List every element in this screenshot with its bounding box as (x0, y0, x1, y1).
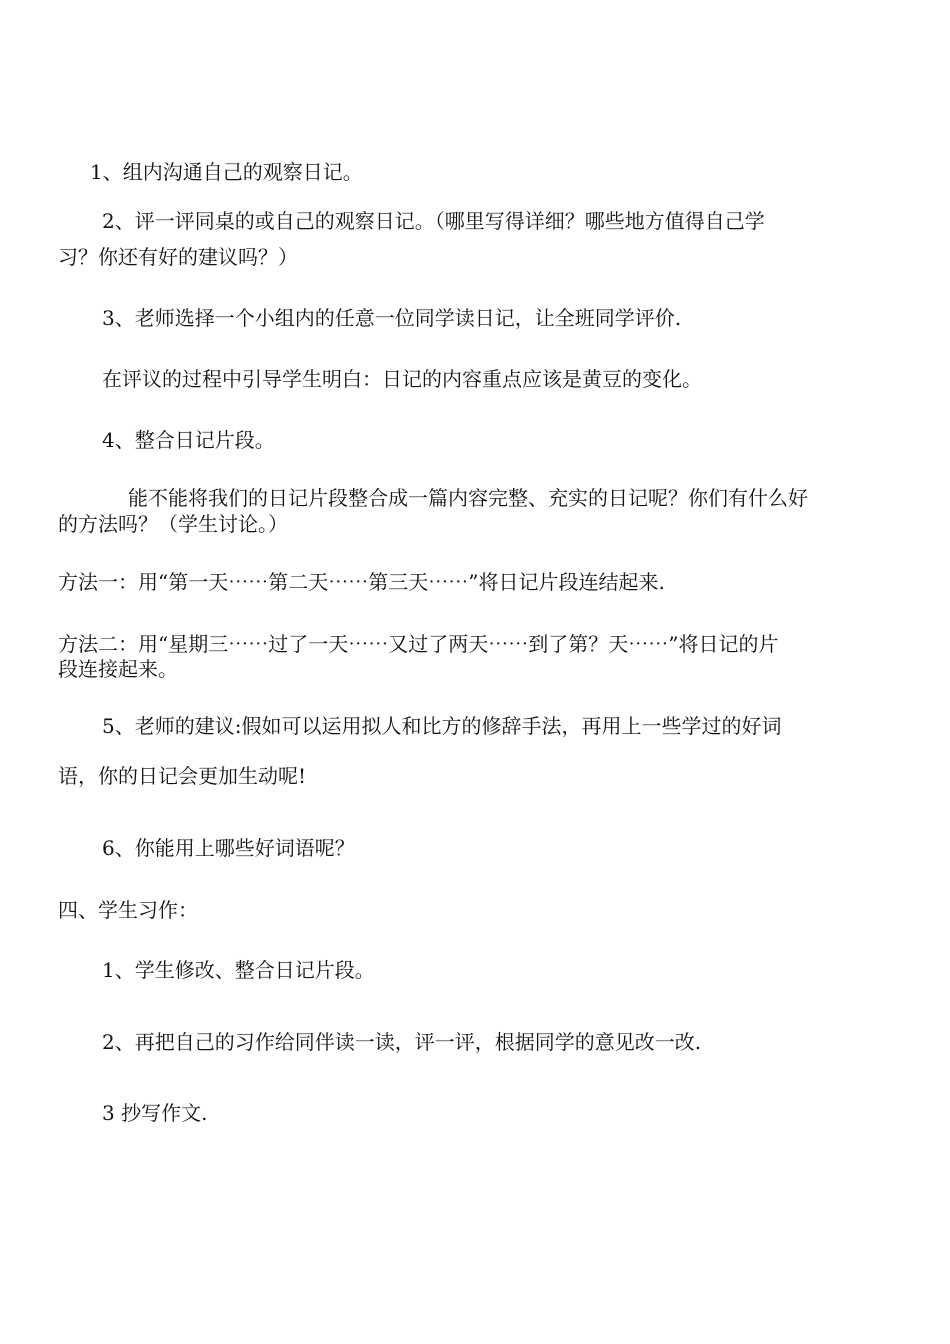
text-line-9: 方法一：用“第一天⋯⋯第二天⋯⋯第三天⋯⋯”将日记片段连结起来. (58, 570, 665, 594)
text-line-6: 4、整合日记片段。 (102, 428, 275, 452)
text-line-18: 3 抄写作文. (102, 1101, 208, 1125)
text-line-4: 3、老师选择一个小组内的任意一位同学读日记，让全班同学评价. (102, 306, 682, 330)
text-line-11: 段连接起来。 (58, 657, 178, 681)
text-line-8: 的方法吗？（学生讨论。） (58, 512, 288, 536)
text-line-3: 习？你还有好的建议吗？） (58, 245, 298, 269)
text-line-5: 在评议的过程中引导学生明白：日记的内容重点应该是黄豆的变化。 (102, 367, 702, 391)
text-line-1: 1、组内沟通自己的观察日记。 (90, 160, 363, 184)
text-line-14: 6、你能用上哪些好词语呢？ (102, 836, 355, 860)
text-line-12: 5、老师的建议:假如可以运用拟人和比方的修辞手法，再用上一些学过的好词 (102, 714, 782, 738)
text-line-17: 2、再把自己的习作给同伴读一读，评一评，根据同学的意见改一改. (102, 1030, 702, 1054)
text-line-13: 语，你的日记会更加生动呢! (58, 764, 307, 788)
text-line-16: 1、学生修改、整合日记片段。 (102, 958, 375, 982)
text-line-10: 方法二：用“星期三⋯⋯过了一天⋯⋯又过了两天⋯⋯到了第？天⋯⋯”将日记的片 (58, 632, 779, 656)
text-line-15: 四、学生习作： (58, 898, 198, 922)
text-line-7: 能不能将我们的日记片段整合成一篇内容完整、充实的日记呢？你们有什么好 (128, 486, 808, 510)
text-line-2: 2、评一评同桌的或自己的观察日记。（哪里写得详细？哪些地方值得自己学 (102, 209, 765, 233)
